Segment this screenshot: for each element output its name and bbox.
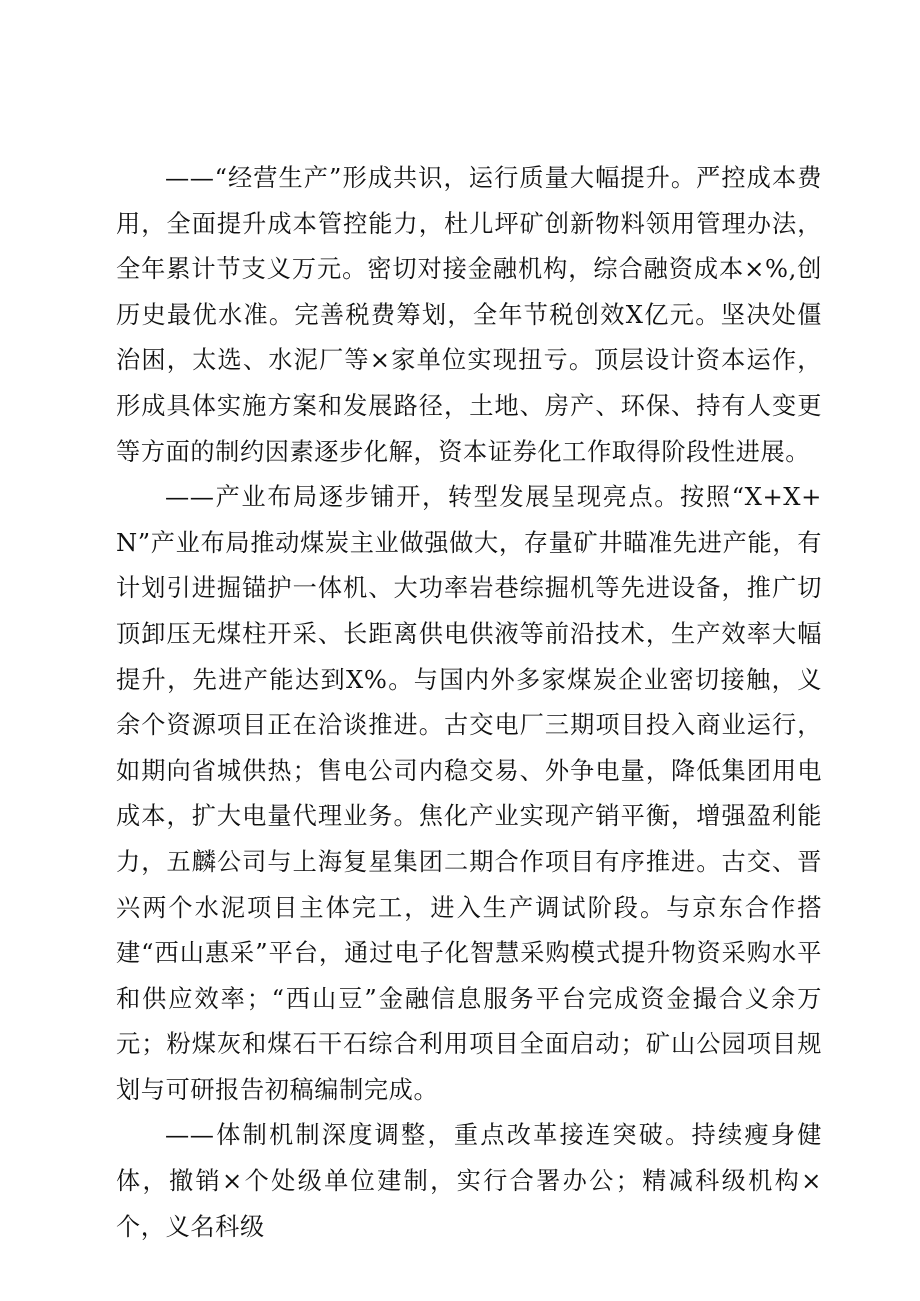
document-body (116, 156, 822, 1250)
paragraph-reform-breakthrough: ——体制机制深度调整，重点改革接连突破。持续瘦身健体，撤销×个处级单位建制，实行合署办公；精减科级机构×个，义名科级 (116, 1121, 822, 1241)
paragraph-industry-layout: ——产业布局逐步铺开，转型发展呈现亮点。按照“X+X+N”产业布局推动煤炭主业做强做大，存量矿井瞄准先进产能，有计划引进掘锚护一体机、大功率岩巷综掘机等先进设备，推广切顶卸压无煤柱开采、长距离供电供液等前沿技术，生产效率大幅提升，先进产能达到X%。与国内外多家煤炭企业密切接触，义余个资源项目正在洽谈推进。古交电厂三期项目投入商业运行，如期向省城供热；售电公司内稳交易、外争电量，降低集团用电成本，扩大电量代理业务。焦化产业实现产销平衡，增强盈利能力，五麟公司与上海复星集团二期合作项目有序推进。古交、晋兴两个水泥项目主体完工，进入生产调试阶段。与京东合作搭建“西山惠采”平台，通过电子化智慧采购模式提升物资采购水平和供应效率；“西山豆”金融信息服务平台完成资金撮合义余万元；粉煤灰和煤石干石综合利用项目全面启动；矿山公园项目规划与可研报告初稿编制完成。 (116, 483, 822, 1104)
paragraph-operations-quality: ——“经营生产”形成共识，运行质量大幅提升。严控成本费用，全面提升成本管控能力，杜儿坪矿创新物料领用管理办法，全年累计节支义万元。密切对接金融机构，综合融资成本×%,创历史最优水准。完善税费筹划，全年节税创效X亿元。坚决处僵治困，太选、水泥厂等×家单位实现扭亏。顶层设计资本运作，形成具体实施方案和发展路径，土地、房产、环保、持有人变更等方面的制约因素逐步化解，资本证券化工作取得阶段性进展。 (116, 164, 822, 466)
